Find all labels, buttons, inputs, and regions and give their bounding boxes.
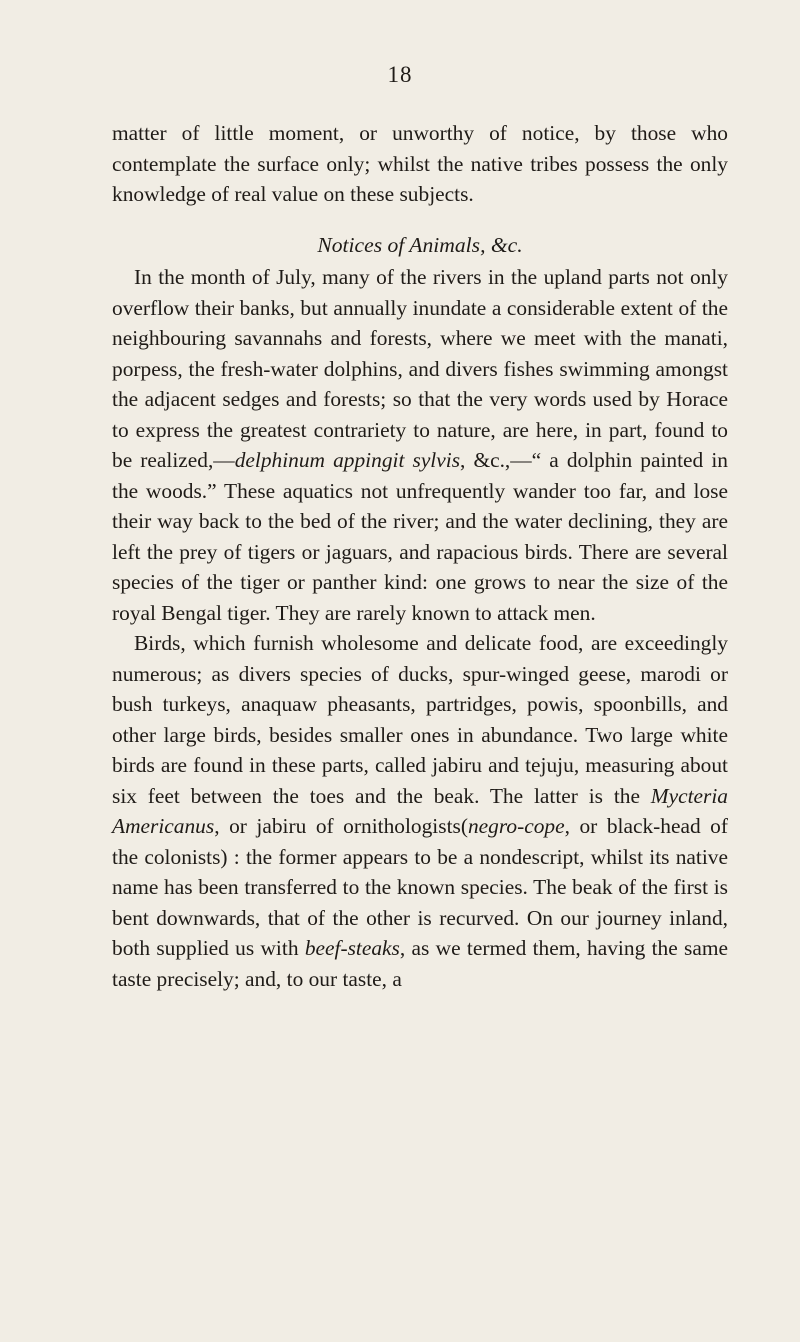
colonial-name: negro-cope bbox=[467, 814, 565, 838]
paragraph-birds-text-1: Birds, which furnish wholesome and delicate food, are exceedingly numerous; as divers species of ducks, spur-winged geese, marodi or bush turkeys, anaquaw pheasants, partridges, powis, spoonbills, and other large birds, besides smaller ones in abundance. Two large white birds are found in these parts, called jabiru and tejuju, measuring about six feet between the toes and the beak. The latter is the bbox=[112, 631, 728, 808]
page-number: 18 bbox=[387, 62, 413, 87]
paragraph-rivers-text-2: , &c.,—“ a dolphin painted in the woods.” These aquatics not unfrequently wander too far, and lose their way back to the bed of the river; and the water declining, they are left the prey of tigers or jaguars, and rapacious birds. There are several species of the tiger or panther kind: one grows to near the size of the royal Bengal tiger. They are rarely known to attack men. bbox=[112, 448, 728, 625]
paragraph-birds-text-2: , or jabiru of ornithologists( bbox=[214, 814, 468, 838]
species-name: Mycteria Americanus bbox=[112, 783, 728, 838]
section-heading: Notices of Animals, &c. bbox=[317, 232, 523, 257]
intro-paragraph: matter of little moment, or unworthy of notice, by those who contemplate the surface only; whilst the native tribes possess the only knowledge of real value on these subjects. bbox=[112, 121, 728, 206]
paragraph-birds bbox=[112, 628, 728, 994]
paragraph-birds-text-3: , or black-head of the colonists) : the former appears to be a nondescript, whilst its native name has been transferred to the known species. The beak of the first is bent downwards, that of the other is recurved. On our journey inland, both supplied us with bbox=[112, 814, 728, 960]
paragraph-rivers bbox=[112, 262, 728, 628]
body-text bbox=[112, 118, 728, 994]
latin-quote: delphinum appingit sylvis bbox=[234, 448, 461, 472]
beef-steaks-term: beef-steaks bbox=[304, 936, 400, 960]
paragraph-birds-text-4: , as we termed them, having the same taste precisely; and, to our taste, a bbox=[112, 936, 728, 991]
paragraph-rivers-text-1: In the month of July, many of the rivers in the upland parts not only overflow their banks, but annually inundate a considerable extent of the neighbouring savannahs and forests, where we meet with the manati, porpess, the fresh-water dolphins, and divers fishes swimming amongst the adjacent sedges and forests; so that the very words used by Horace to express the greatest contrariety to nature, are here, in part, found to be realized,— bbox=[112, 265, 728, 472]
